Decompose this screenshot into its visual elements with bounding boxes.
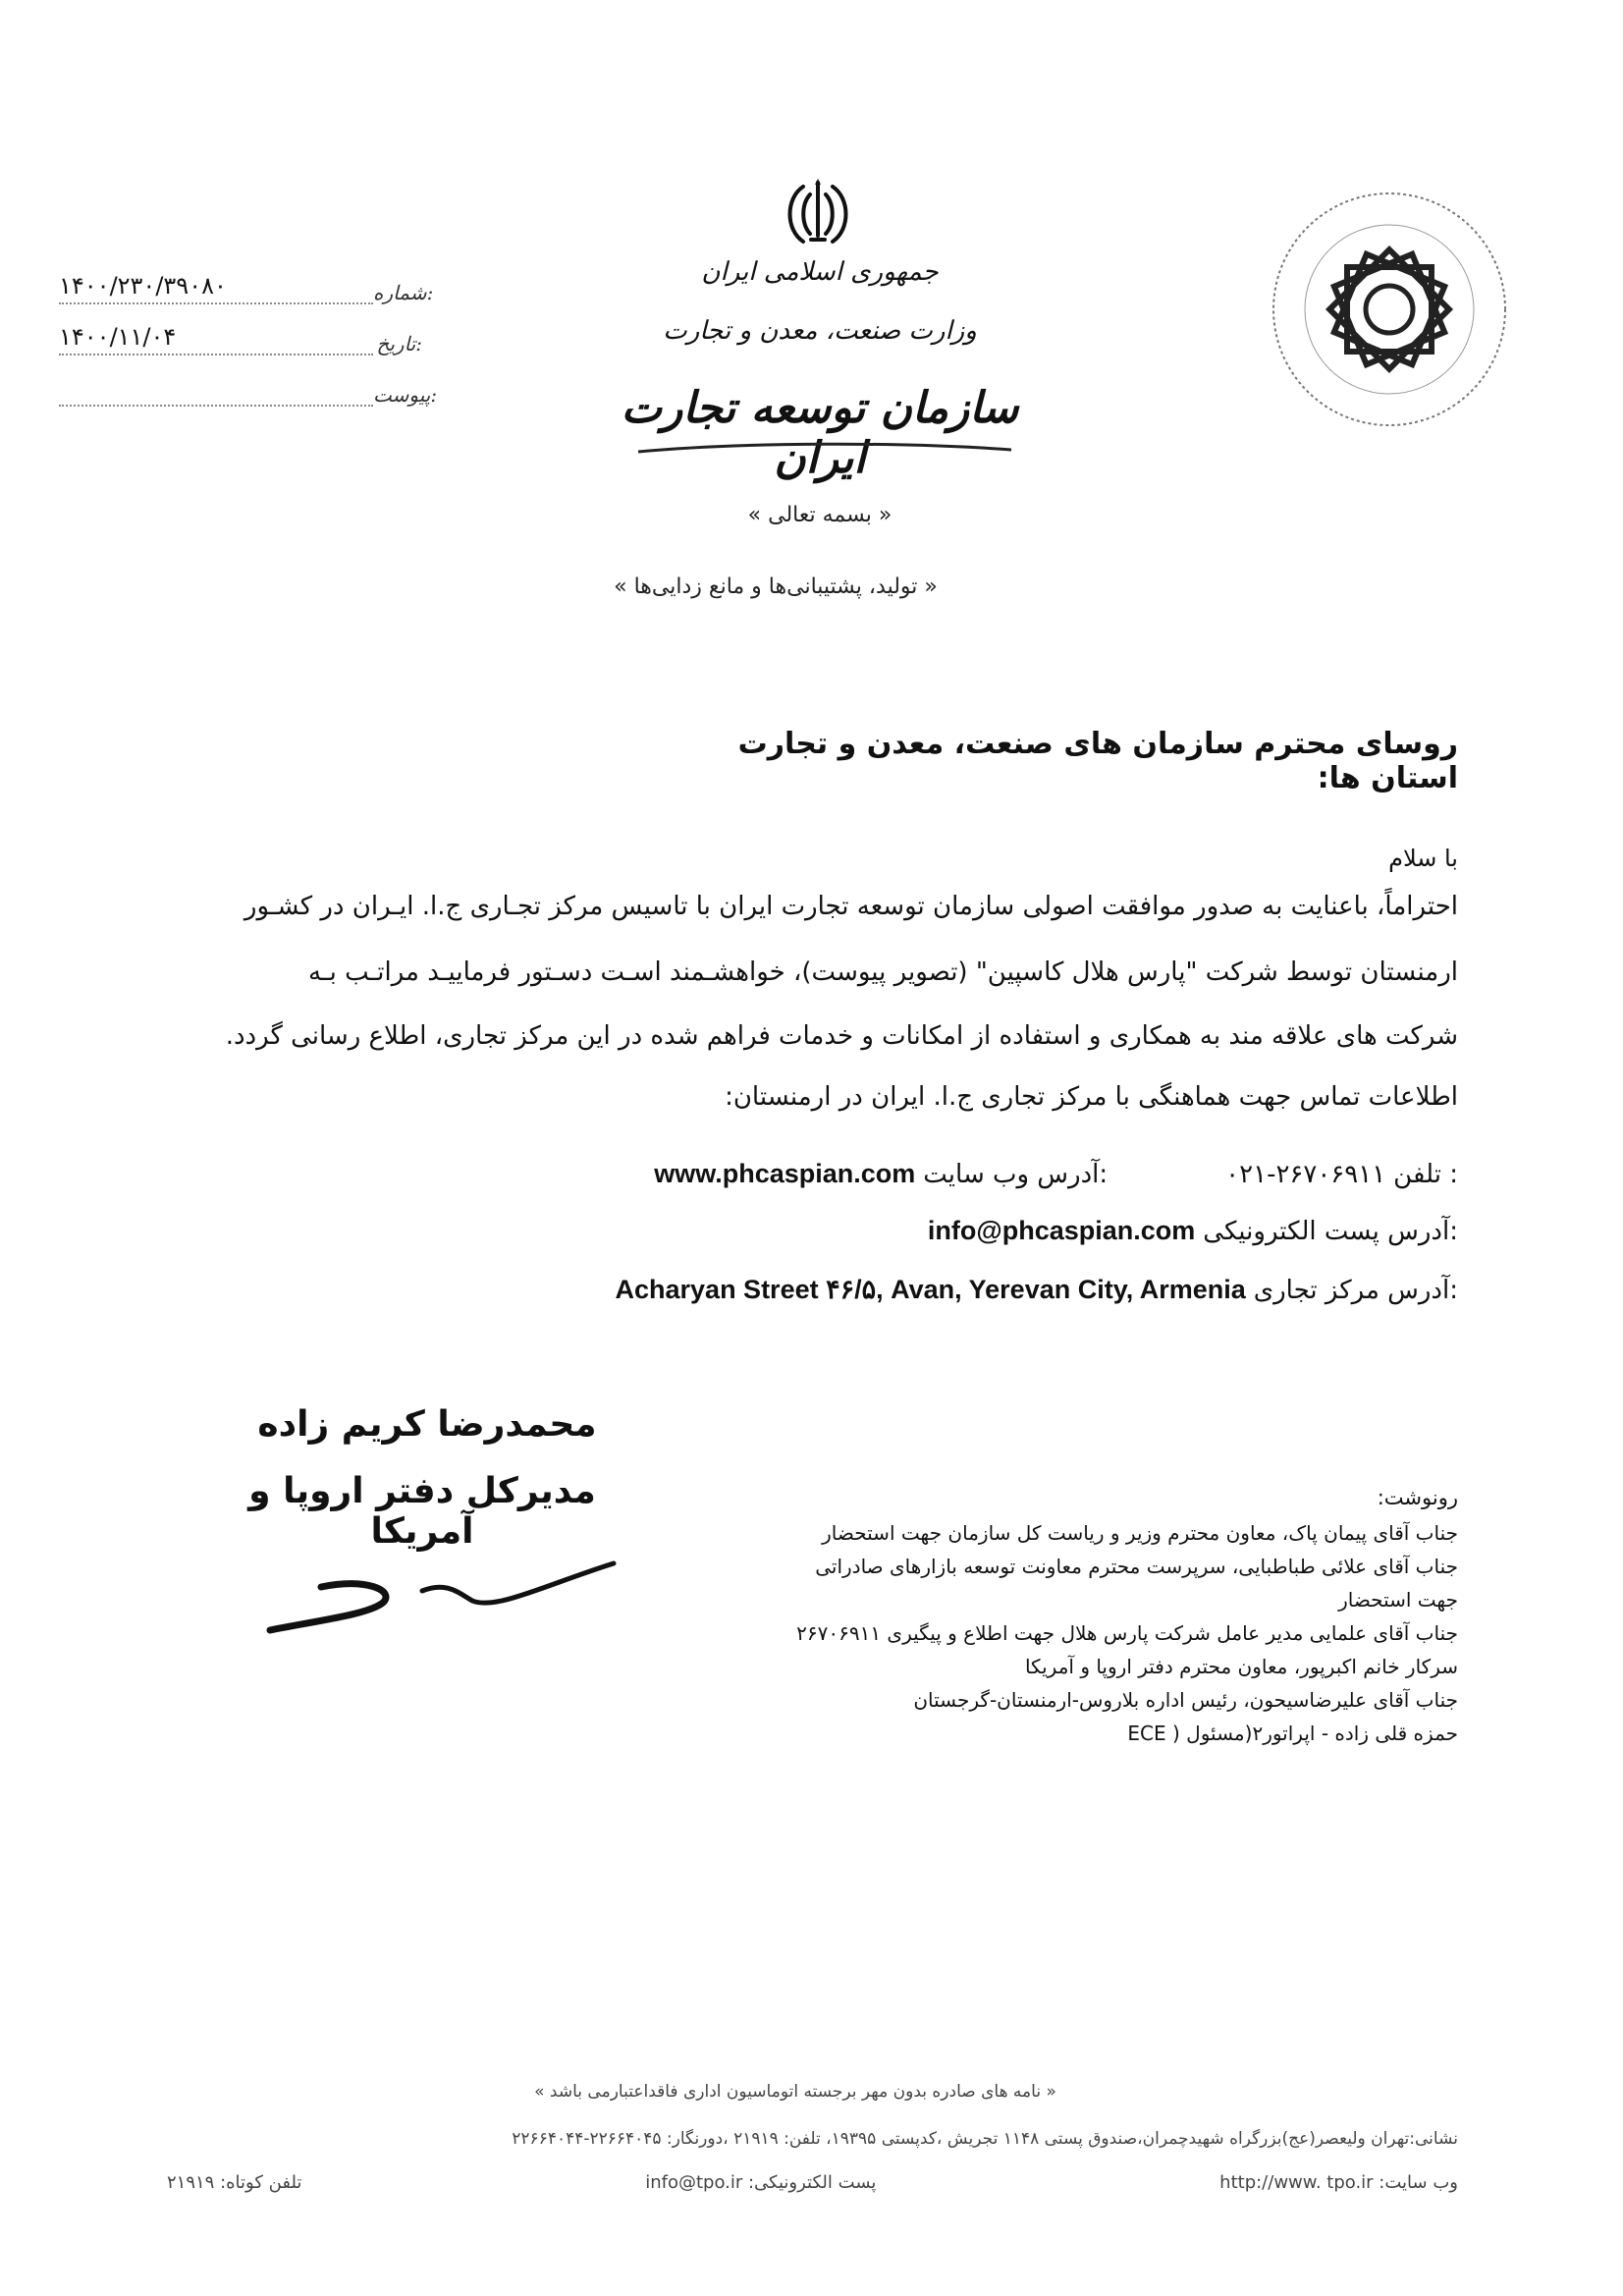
footer-note: « نامه های صادره بدون مهر برجسته اتوماسیون اداری فاقداعتبارمی باشد » (534, 2082, 1056, 2102)
letter-date-value: ۱۴۰۰/۱۱/۰۴ (59, 323, 373, 355)
signer-name: محمدرضا کریم زاده (257, 1404, 597, 1445)
national-emblem-icon (774, 175, 862, 253)
phone-value: ۰۲۱-۲۶۷۰۶۹۱۱ (1225, 1160, 1386, 1189)
trade-promotion-logo-icon (1267, 187, 1512, 432)
letter-date-row (59, 304, 422, 355)
cc-item: سرکار خانم اکبرپور، معاون محترم دفتر اروپا و آمریکا (1024, 1654, 1458, 1678)
footer-contacts (167, 2172, 1458, 2193)
cc-heading: رونوشت: (1377, 1486, 1458, 1509)
phone-label: تلفن : (1393, 1160, 1458, 1189)
paragraph-line: اطلاعات تماس جهت هماهنگی با مرکز تجاری ج.ا. ایران در ارمنستان: (725, 1082, 1458, 1112)
letter-number-value: ۱۴۰۰/۲۳۰/۳۹۰۸۰ (59, 272, 373, 304)
handwritten-signature-icon (250, 1552, 623, 1650)
paragraph-line: ارمنستان توسط شرکت "پارس هلال کاسپین" (تصویر پیوست)، خواهشـمند اسـت دسـتور فرماییـد مراتـب بـه (308, 957, 1458, 987)
footer-short-phone: تلفن کوتاه: ۲۱۹۱۹ (167, 2172, 302, 2193)
letter-attachment-label: پیوست: (373, 383, 438, 407)
cc-item: جناب آقای علائی طباطبایی، سرپرست محترم معاونت توسعه بازارهای صادراتی جهت استحضار (815, 1554, 1458, 1612)
letter-number-label: شماره: (373, 281, 434, 304)
organization-name: سازمان توسعه تجارت ایران (621, 383, 1019, 483)
country-name: جمهوری اسلامی ایران (701, 257, 939, 287)
email-label: آدرس پست الکترونیکی: (1203, 1217, 1458, 1246)
cc-item: جناب آقای علیرضاسیحون، رئیس اداره بلاروس-ارمنستان-گرجستان (913, 1687, 1458, 1712)
cc-list (785, 1481, 1458, 1750)
signer-title: مدیرکل دفتر اروپا و آمریکا (248, 1471, 596, 1552)
email-link[interactable]: info@phcaspian.com (927, 1216, 1196, 1245)
year-motto: « تولید، پشتیبانی‌ها و مانع زدایی‌ها » (614, 574, 938, 599)
address-row (324, 1275, 1458, 1305)
letter-attachment-row (59, 355, 438, 407)
letter-attachment-value (59, 402, 373, 407)
phone-website-row (324, 1159, 1458, 1189)
footer-website[interactable]: وب سایت: http://www. tpo.ir (1219, 2172, 1458, 2193)
cc-item: حمزه قلی زاده - اپراتور۲(مسئول ( ECE (1127, 1721, 1458, 1745)
ministry-name: وزارت صنعت، معدن و تجارت (663, 316, 977, 346)
letter-date-label: تاریخ: (376, 332, 422, 355)
address-value: Acharyan Street ۴۶/۵, Avan, Yerevan City, Armenia (615, 1275, 1246, 1304)
letter-number-row (59, 253, 434, 304)
website-link[interactable]: www.phcaspian.com (654, 1159, 916, 1188)
cc-item: جناب آقای علمایی مدیر عامل شرکت پارس هلال جهت اطلاع و پیگیری ۲۶۷۰۶۹۱۱ (796, 1620, 1458, 1645)
greeting: با سلام (1388, 845, 1458, 872)
letter-meta (59, 253, 438, 407)
organization-underline-icon (628, 440, 1021, 458)
addressee: روسای محترم سازمان های صنعت، معدن و تجارت استان ها: (737, 727, 1458, 795)
footer-email[interactable]: پست الکترونیکی: info@tpo.ir (645, 2172, 877, 2193)
footer-address: نشانی:تهران ولیعصر(عج)بزرگراه شهیدچمران،صندوق پستی ۱۱۴۸ تجریش ،کدپستی ۱۹۳۹۵، تلفن: ۲۱۹۱۹ ،دورنگار: ۲۲۶۶۴۰۴۵-۲۲۶۶۴۰۴۴ (512, 2129, 1458, 2149)
cc-item: جناب آقای پیمان پاک، معاون محترم وزیر و ریاست کل سازمان جهت استحضار (822, 1520, 1458, 1545)
paragraph-line: شرکت های علاقه مند به همکاری و استفاده از امکانات و خدمات فراهم شده در این مرکز تجاری، اطلاع رسانی گردد. (225, 1021, 1458, 1051)
invocation: « بسمه تعالی » (747, 503, 893, 527)
email-row (324, 1216, 1458, 1246)
website-label: آدرس وب سایت: (923, 1160, 1109, 1189)
paragraph-line: احتراماً، باعنایت به صدور موافقت اصولی سازمان توسعه تجارت ایران با تاسیس مرکز تجـاری ج.ا. ایـران در کشـور (243, 892, 1458, 921)
address-label: آدرس مرکز تجاری: (1253, 1276, 1458, 1305)
